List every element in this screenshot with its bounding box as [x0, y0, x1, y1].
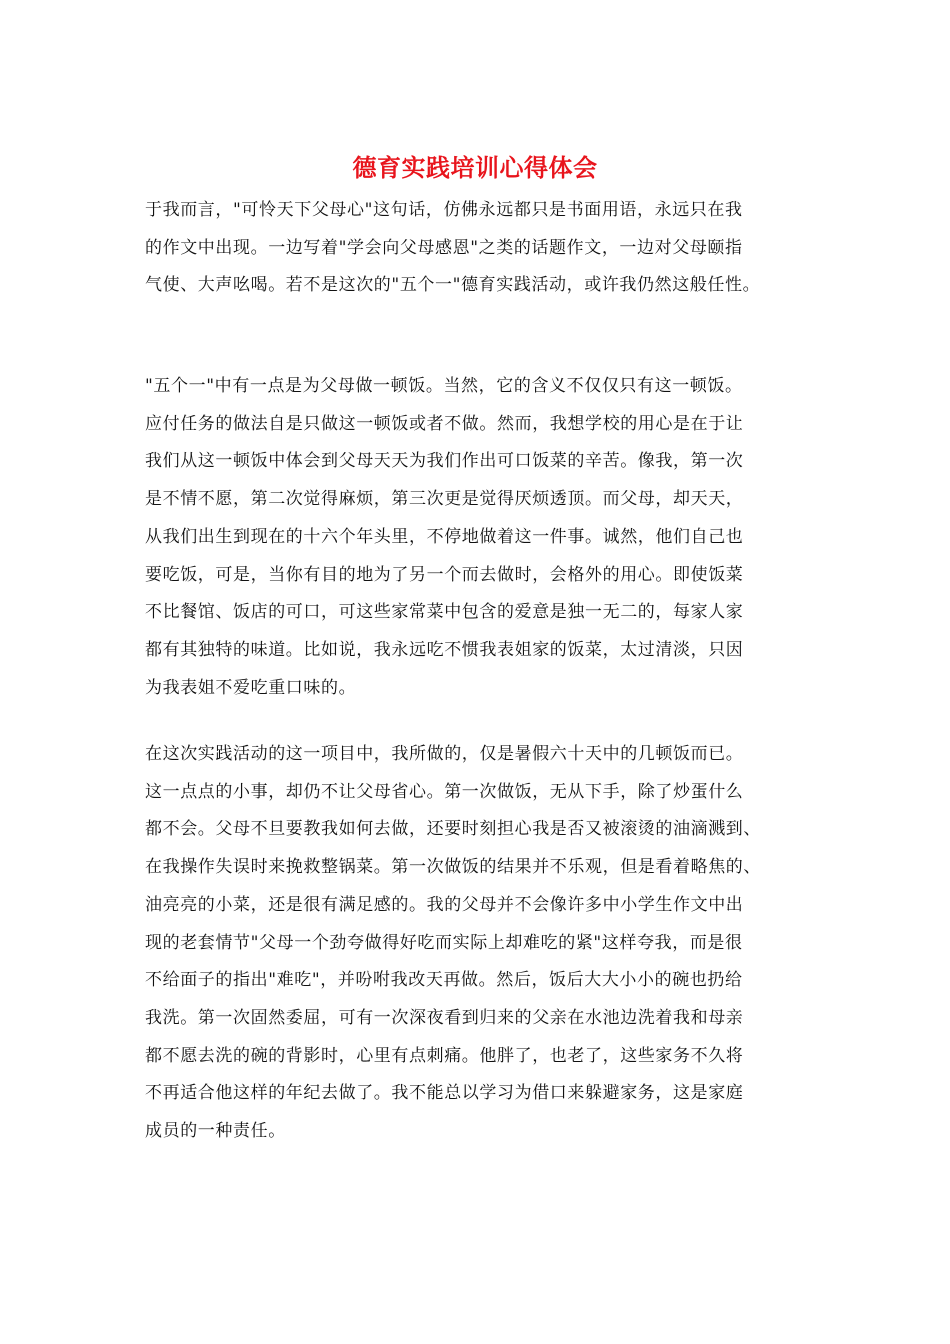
paragraph-line: 我洗。第一次固然委屈，可有一次深夜看到归来的父亲在水池边洗着我和母亲	[145, 1007, 744, 1028]
paragraph-line: 油亮亮的小菜，还是很有满足感的。我的父母并不会像许多中小学生作文中出	[145, 894, 744, 915]
paragraph-line: 为我表姐不爱吃重口味的。	[145, 677, 357, 698]
paragraph-line: 我们从这一顿饭中体会到父母天天为我们作出可口饭菜的辛苦。像我，第一次	[145, 451, 744, 472]
paragraph-1	[145, 192, 815, 305]
paragraph-line: 于我而言，"可怜天下父母心"这句话，仿佛永远都只是书面用语，永远只在我	[145, 200, 743, 220]
document-title: 德育实践培训心得体会	[352, 153, 598, 182]
paragraph-line: 在这次实践活动的这一项目中，我所做的，仅是暑假六十天中的几顿饭而已。	[145, 744, 744, 764]
paragraph-line: 不给面子的指出"难吃"，并吩咐我改天再做。然后，饭后大大小小的碗也扔给	[145, 970, 743, 991]
paragraph-line: 在我操作失误时来挽救整锅菜。第一次做饭的结果并不乐观，但是看着略焦的、	[145, 857, 761, 878]
paragraph-line: 都不愿去洗的碗的背影时，心里有点刺痛。他胖了，也老了，这些家务不久将	[145, 1045, 744, 1066]
paragraph-line: 应付任务的做法自是只做这一顿饭或者不做。然而，我想学校的用心是在于让	[145, 413, 744, 434]
paragraph-line: 的作文中出现。一边写着"学会向父母感恩"之类的话题作文，一边对父母颐指	[145, 237, 743, 258]
paragraph-line: 要吃饭，可是，当你有目的地为了另一个而去做时，会格外的用心。即使饭菜	[145, 564, 744, 585]
paragraph-line: 这一点点的小事，却仍不让父母省心。第一次做饭，无从下手，除了炒蛋什么	[145, 781, 744, 802]
paragraph-line: 不比餐馆、饭店的可口，可这些家常菜中包含的爱意是独一无二的，每家人家	[145, 602, 744, 623]
paragraph-3	[145, 736, 815, 1151]
paragraph-2	[145, 368, 815, 707]
paragraph-line: "五个一"中有一点是为父母做一顿饭。当然，它的含义不仅仅只有这一顿饭。	[145, 376, 743, 396]
paragraph-line: 都不会。父母不旦要教我如何去做，还要时刻担心我是否又被滚烫的油滴溅到、	[145, 819, 761, 840]
paragraph-line: 气使、大声吆喝。若不是这次的"五个一"德育实践活动，或许我仍然这般任性。	[145, 275, 761, 296]
paragraph-line: 现的老套情节"父母一个劲夸做得好吃而实际上却难吃的紧"这样夸我，而是很	[145, 932, 743, 953]
paragraph-line: 都有其独特的味道。比如说，我永远吃不惯我表姐家的饭菜，太过清淡，只因	[145, 639, 744, 660]
paragraph-line: 成员的一种责任。	[145, 1121, 286, 1142]
paragraph-line: 从我们出生到现在的十六个年头里，不停地做着这一件事。诚然，他们自己也	[145, 526, 744, 547]
paragraph-line: 是不情不愿，第二次觉得麻烦，第三次更是觉得厌烦透顶。而父母，却天天，	[145, 489, 744, 510]
paragraph-line: 不再适合他这样的年纪去做了。我不能总以学习为借口来躲避家务，这是家庭	[145, 1083, 744, 1104]
